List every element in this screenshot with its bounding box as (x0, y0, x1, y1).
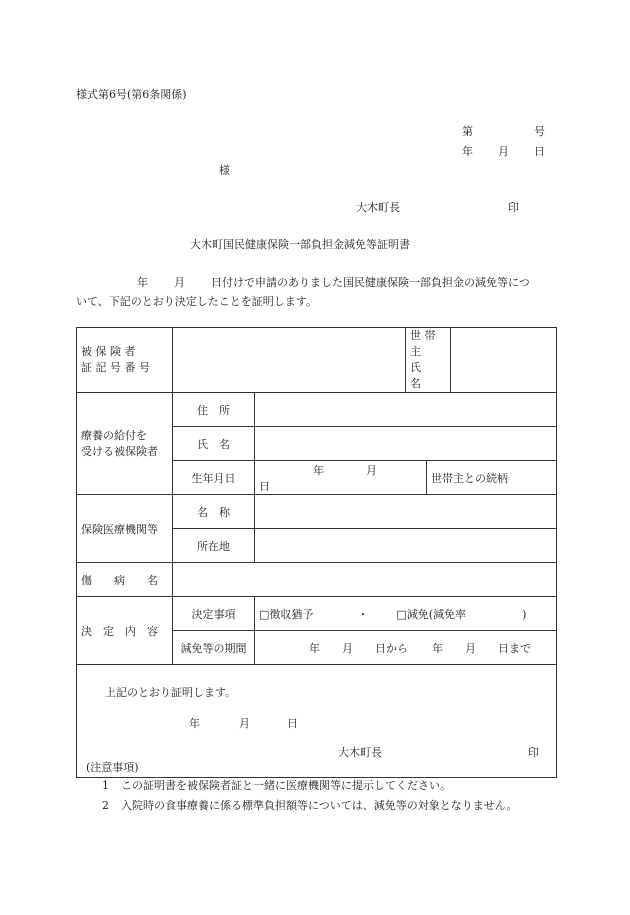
certificate-form-table (76, 327, 557, 778)
seal-mark: 印 (508, 201, 519, 214)
certification-box (77, 665, 557, 778)
insured-id-label-line-2: 証 記 号 番 号 (81, 361, 150, 374)
reduction-checkbox[interactable]: □減免(減免率 (396, 607, 467, 621)
householder-label-line-2: 氏 名 (410, 361, 436, 390)
note-2-text: 入院時の食事療養に係る標準負担額等については、減免等の対象となりません。 (121, 799, 518, 812)
period-from-day-label: 日から (375, 641, 408, 655)
address-label: 住 所 (173, 393, 255, 427)
address-field[interactable] (255, 393, 557, 427)
dob-year-label: 年 (313, 463, 324, 477)
document-title: 大木町国民健康保険一部負担金減免等証明書 (190, 238, 410, 251)
certification-text: 上記のとおり証明します。 (105, 686, 237, 699)
dob-field[interactable] (255, 461, 427, 495)
insured-id-label-line-1: 被 保 険 者 (81, 345, 136, 358)
note-2 (102, 796, 517, 816)
addressee-suffix: 様 (219, 164, 230, 177)
institution-name-field[interactable] (255, 495, 557, 529)
patient-group-label-line-1: 療養の給付を (81, 428, 147, 442)
patient-group-label-line-2: 受ける被保険者 (81, 444, 158, 458)
collection-deferral-checkbox[interactable]: □徴収猶予 (259, 607, 314, 621)
householder-label-line-1: 世 帯 主 (410, 329, 436, 358)
certification-seal: 印 (528, 746, 539, 759)
relation-label: 世帯主との続柄 (427, 461, 557, 495)
issuer-name: 大木町長 (356, 201, 400, 214)
reduction-period-label: 減免等の期間 (173, 631, 255, 665)
insured-id-label (77, 328, 173, 393)
certificate-no-prefix: 第 (462, 125, 473, 138)
institution-location-label: 所在地 (173, 529, 255, 563)
period-to-day-label: 日まで (498, 641, 531, 655)
reduction-period-field[interactable] (255, 631, 557, 665)
dob-day-label: 日 (259, 479, 270, 493)
note-1 (102, 776, 451, 796)
dob-label: 生年月日 (173, 461, 255, 495)
disease-field[interactable] (173, 563, 557, 597)
decision-options (255, 597, 557, 631)
householder-name-field[interactable] (451, 328, 557, 393)
issue-month-label: 月 (498, 145, 509, 158)
intro-year: 年 (137, 276, 148, 289)
patient-group-label (77, 393, 173, 495)
insured-id-field[interactable] (173, 328, 406, 393)
disease-label: 傷 病 名 (77, 563, 173, 597)
institution-group-label: 保険医療機関等 (77, 495, 173, 563)
intro-line-2: いて、下記のとおり決定したことを証明します。 (76, 295, 317, 308)
notes-heading: (注意事項) (86, 761, 139, 774)
certification-year: 年 (189, 717, 200, 730)
certification-month: 月 (239, 717, 250, 730)
reduction-rate-close: ) (522, 607, 527, 621)
institution-location-field[interactable] (255, 529, 557, 563)
option-separator: ・ (357, 607, 369, 621)
decision-item-label: 決定事項 (173, 597, 255, 631)
issue-year-label: 年 (462, 145, 473, 158)
note-2-number: 2 (102, 799, 109, 812)
issue-day-label: 日 (534, 145, 545, 158)
name-field[interactable] (255, 427, 557, 461)
certification-day: 日 (287, 717, 298, 730)
decision-group-label: 決 定 内 容 (77, 597, 173, 665)
householder-label (406, 328, 451, 393)
certification-issuer: 大木町長 (338, 746, 382, 759)
period-to-year-label: 年 (432, 641, 443, 655)
note-1-number: 1 (102, 779, 109, 792)
period-from-month-label: 月 (342, 641, 353, 655)
intro-month: 月 (174, 276, 185, 289)
period-from-year-label: 年 (309, 641, 320, 655)
note-1-text: この証明書を被保険者証と一緒に医療機関等に提示してください。 (121, 779, 451, 792)
form-number: 様式第6号(第6条関係) (76, 88, 187, 101)
period-to-month-label: 月 (465, 641, 476, 655)
intro-line-1: 日付けで申請のありました国民健康保険一部負担金の減免等につ (211, 276, 530, 289)
name-label: 氏 名 (173, 427, 255, 461)
institution-name-label: 名 称 (173, 495, 255, 529)
dob-month-label: 月 (366, 463, 377, 477)
certificate-no-suffix: 号 (534, 125, 545, 138)
